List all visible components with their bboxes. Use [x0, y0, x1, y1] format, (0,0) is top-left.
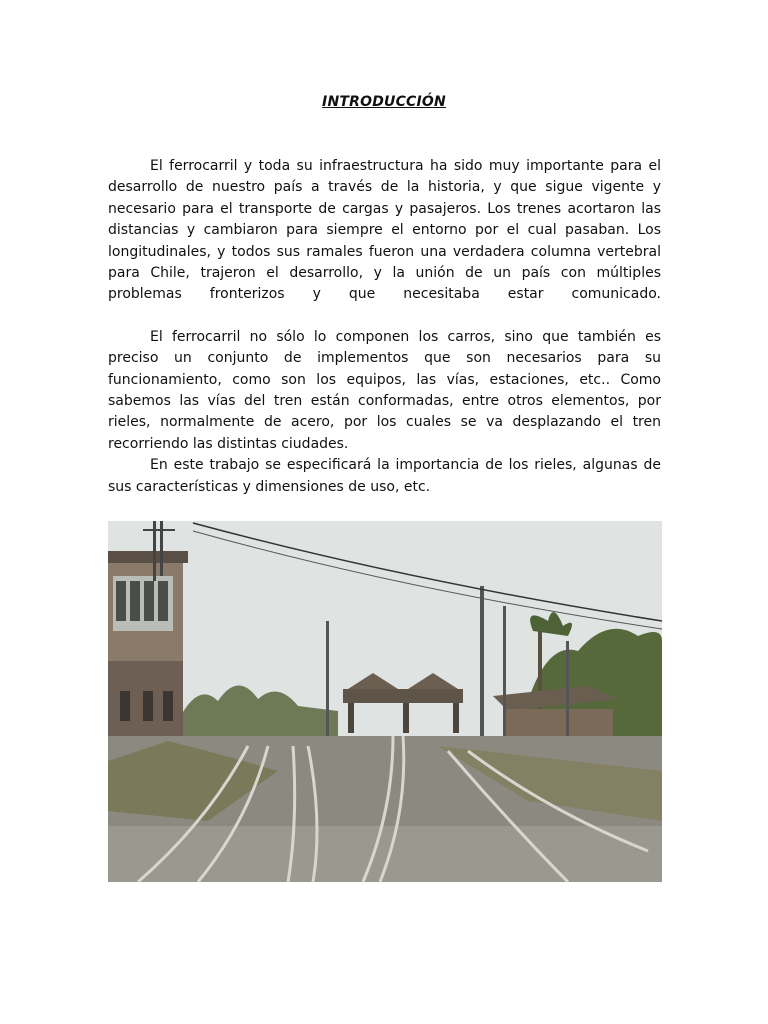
- paragraph-3: En este trabajo se especificará la importancia de los rieles, algunas de sus características y dimensiones de uso, etc.: [108, 457, 661, 495]
- page-title: INTRODUCCIÓN: [322, 94, 446, 110]
- paragraph-2: El ferrocarril no sólo lo componen los carros, sino que también es preciso un conjunto de implementos que son necesarios para su funcionamiento, como son los equipos, las vías, estaciones, etc.. Como sabemos las vías del tren están conformadas, entre otros elementos, por rieles, normalmente de acero, por los cuales se va desplazando el tren recorriendo las distintas ciudades.: [108, 328, 661, 452]
- paragraph-gap: [108, 306, 661, 327]
- document-body: [108, 156, 661, 498]
- paragraph-1: El ferrocarril y toda su infraestructura ha sido muy importante para el desarrollo de nuestro país a través de la historia, y que sigue vigente y necesario para el transporte de cargas y pasajeros. Los trenes acortaron las distancias y cambiaron para siempre el entorno por el cual pasaban. Los longitudinales, y todos sus ramales fueron una verdadera columna vertebral para Chile, trajeron el desarrollo, y la unión de un país con múltiples problemas fronterizos y que necesitaba estar comunicado.: [108, 158, 661, 303]
- railway-station-photo: [108, 521, 662, 882]
- railway-photo-illustration: [108, 521, 662, 882]
